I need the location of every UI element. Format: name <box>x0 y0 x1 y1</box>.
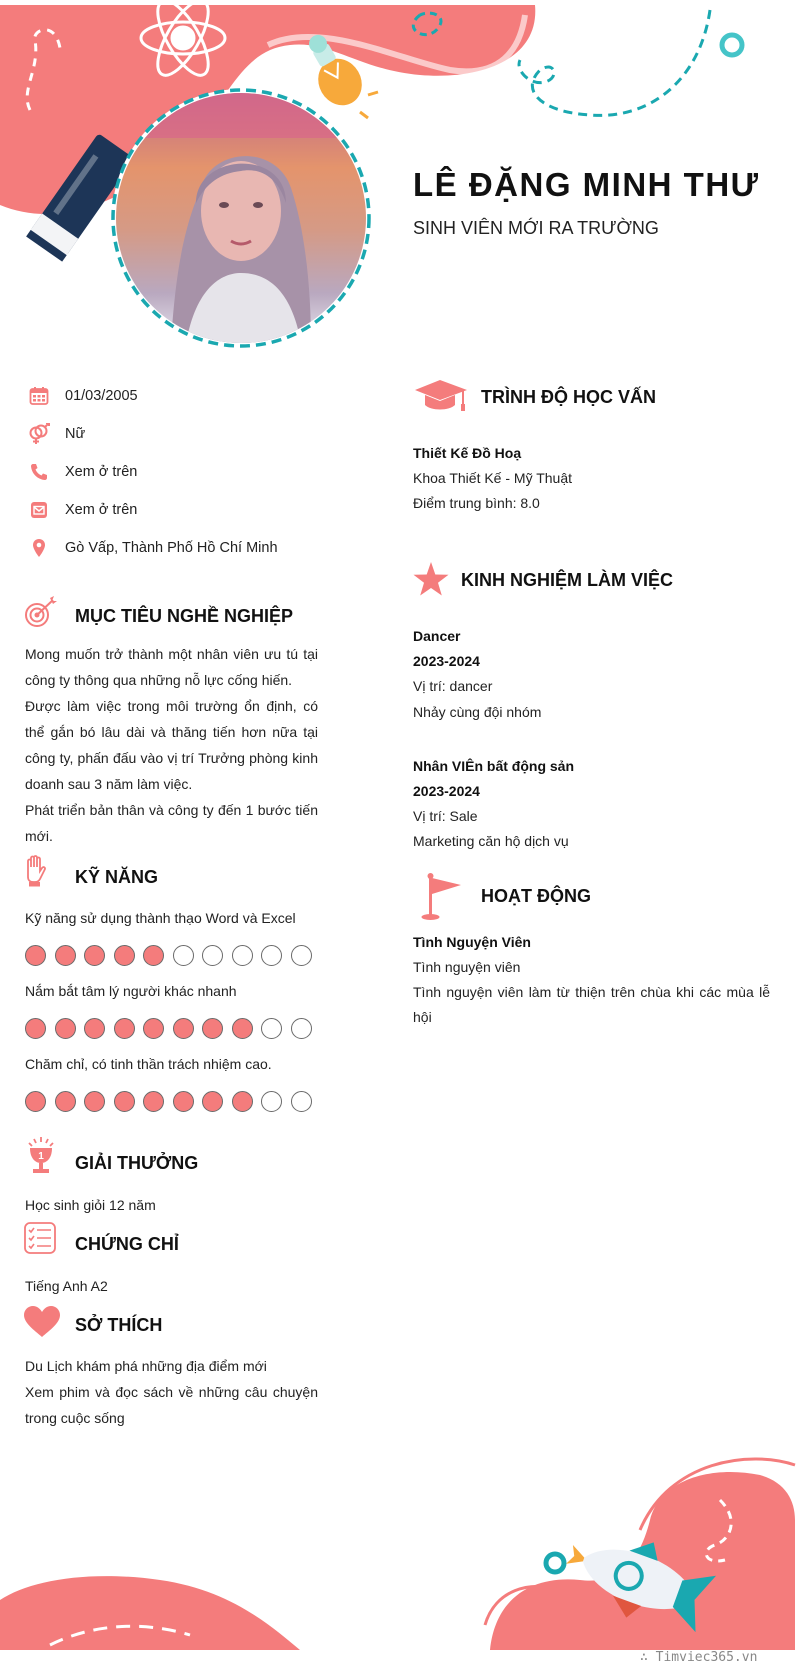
rating-dot-filled <box>84 945 105 966</box>
email-value: Xem ở trên <box>65 502 138 518</box>
job-title: SINH VIÊN MỚI RA TRƯỜNG <box>413 218 659 238</box>
contact-email <box>26 497 137 523</box>
rating-dot-filled <box>25 1018 46 1039</box>
experience-title: KINH NGHIỆM LÀM VIỆC <box>461 570 674 590</box>
checklist-icon <box>24 1222 56 1254</box>
rating-dot-filled <box>114 1018 135 1039</box>
gender-value: Nữ <box>65 426 86 442</box>
rating-dot-filled <box>55 1018 76 1039</box>
experience-description: Nhảy cùng đội nhóm <box>413 704 542 720</box>
rating-dot-filled <box>232 1018 253 1039</box>
hobbies-title: SỞ THÍCH <box>75 1315 163 1335</box>
heart-icon <box>24 1306 60 1338</box>
rating-dot-filled <box>55 945 76 966</box>
skills-title: KỸ NĂNG <box>75 867 159 887</box>
objective-line: Được làm việc trong môi trường ổn định, có thể gắn bó lâu dài và thăng tiến hơn nữa tại công ty, phấn đấu vào vị trí Trưởng phòng kinh doanh sau 3 năm làm việc. <box>25 698 318 792</box>
skill-rating <box>25 1091 312 1112</box>
phone-value: Xem ở trên <box>65 464 138 480</box>
star-icon <box>413 562 449 596</box>
rating-dot-empty <box>261 1091 282 1112</box>
contact-gender <box>26 421 85 447</box>
contact-phone <box>26 459 137 485</box>
rating-dot-empty <box>291 1018 312 1039</box>
footer-decoration <box>0 1440 800 1650</box>
activity-description: Tình nguyện viên làm từ thiện trên chùa khi các mùa lễ hội <box>413 984 770 1025</box>
rating-dot-filled <box>143 1091 164 1112</box>
calendar-icon <box>26 383 52 409</box>
flag-icon <box>420 873 462 921</box>
rating-dot-filled <box>143 945 164 966</box>
rating-dot-empty <box>173 945 194 966</box>
rating-dot-filled <box>84 1091 105 1112</box>
rating-dot-filled <box>25 945 46 966</box>
rating-dot-filled <box>232 1091 253 1112</box>
education-faculty: Khoa Thiết Kế - Mỹ Thuật <box>413 470 573 486</box>
experience-period: 2023-2024 <box>413 783 480 799</box>
rating-dot-filled <box>202 1091 223 1112</box>
rating-dot-filled <box>84 1018 105 1039</box>
hobbies-text <box>25 1353 318 1431</box>
activity-org: Tình Nguyện Viên <box>413 934 531 950</box>
gender-icon <box>26 421 52 447</box>
rating-dot-filled <box>202 1018 223 1039</box>
rating-dot-empty <box>261 945 282 966</box>
candidate-name: LÊ ĐẶNG MINH THƯ <box>413 166 760 203</box>
contact-birthday <box>26 383 138 409</box>
rating-dot-empty <box>291 945 312 966</box>
rating-dot-empty <box>261 1018 282 1039</box>
activity-role: Tình nguyện viên <box>413 959 521 975</box>
experience-company: Dancer <box>413 628 461 644</box>
graduation-cap-icon <box>413 378 469 414</box>
education-title: TRÌNH ĐỘ HỌC VẤN <box>481 387 656 407</box>
rating-dot-filled <box>55 1091 76 1112</box>
activities-title: HOẠT ĐỘNG <box>481 886 591 906</box>
svg-text:1: 1 <box>38 1151 44 1162</box>
rating-dot-empty <box>202 945 223 966</box>
birthday-value: 01/03/2005 <box>65 388 138 404</box>
skill-name: Nắm bắt tâm lý người khác nhanh <box>25 983 237 999</box>
watermark: ∴ Timviec365.vn <box>640 1650 758 1665</box>
education-major: Thiết Kế Đồ Hoạ <box>413 445 522 461</box>
certificates-title: CHỨNG CHỈ <box>75 1234 179 1254</box>
hand-icon <box>24 855 46 887</box>
trophy-icon <box>24 1134 58 1176</box>
contact-address <box>26 535 278 561</box>
objective-text <box>25 641 318 849</box>
rating-dot-filled <box>25 1091 46 1112</box>
skill-name: Chăm chỉ, có tinh thần trách nhiệm cao. <box>25 1056 272 1072</box>
education-gpa: Điểm trung bình: 8.0 <box>413 495 540 511</box>
objective-title: MỤC TIÊU NGHỀ NGHIỆP <box>75 606 294 626</box>
rating-dot-filled <box>173 1091 194 1112</box>
skill-rating <box>25 1018 312 1039</box>
phone-icon <box>26 459 52 485</box>
rating-dot-filled <box>173 1018 194 1039</box>
experience-description: Marketing căn hộ dịch vụ <box>413 833 569 849</box>
experience-period: 2023-2024 <box>413 653 480 669</box>
portrait-illustration <box>116 93 366 343</box>
award-item: Học sinh giỏi 12 năm <box>25 1197 156 1213</box>
target-icon <box>24 596 58 628</box>
rating-dot-filled <box>114 1091 135 1112</box>
avatar <box>116 93 366 343</box>
rating-dot-empty <box>232 945 253 966</box>
hobby-line: Xem phim và đọc sách về những câu chuyện trong cuộc sống <box>25 1384 318 1426</box>
envelope-icon <box>26 497 52 523</box>
experience-position: Vị trí: dancer <box>413 678 493 694</box>
rating-dot-filled <box>143 1018 164 1039</box>
skill-name: Kỹ năng sử dụng thành thạo Word và Excel <box>25 910 296 926</box>
objective-line: Mong muốn trở thành một nhân viên ưu tú tại công ty thông qua những nỗ lực cống hiến. <box>25 646 318 688</box>
rating-dot-filled <box>114 945 135 966</box>
experience-position: Vị trí: Sale <box>413 808 478 824</box>
map-pin-icon <box>26 535 52 561</box>
skill-rating <box>25 945 312 966</box>
hobby-line: Du Lịch khám phá những địa điểm mới <box>25 1358 267 1374</box>
experience-company: Nhân VIÊn bất động sản <box>413 758 575 774</box>
address-value: Gò Vấp, Thành Phố Hồ Chí Minh <box>65 540 278 556</box>
objective-line: Phát triển bản thân và công ty đến 1 bước tiến mới. <box>25 802 318 844</box>
certificate-item: Tiếng Anh A2 <box>25 1278 108 1294</box>
awards-title: GIẢI THƯỞNG <box>75 1153 199 1173</box>
rating-dot-empty <box>291 1091 312 1112</box>
